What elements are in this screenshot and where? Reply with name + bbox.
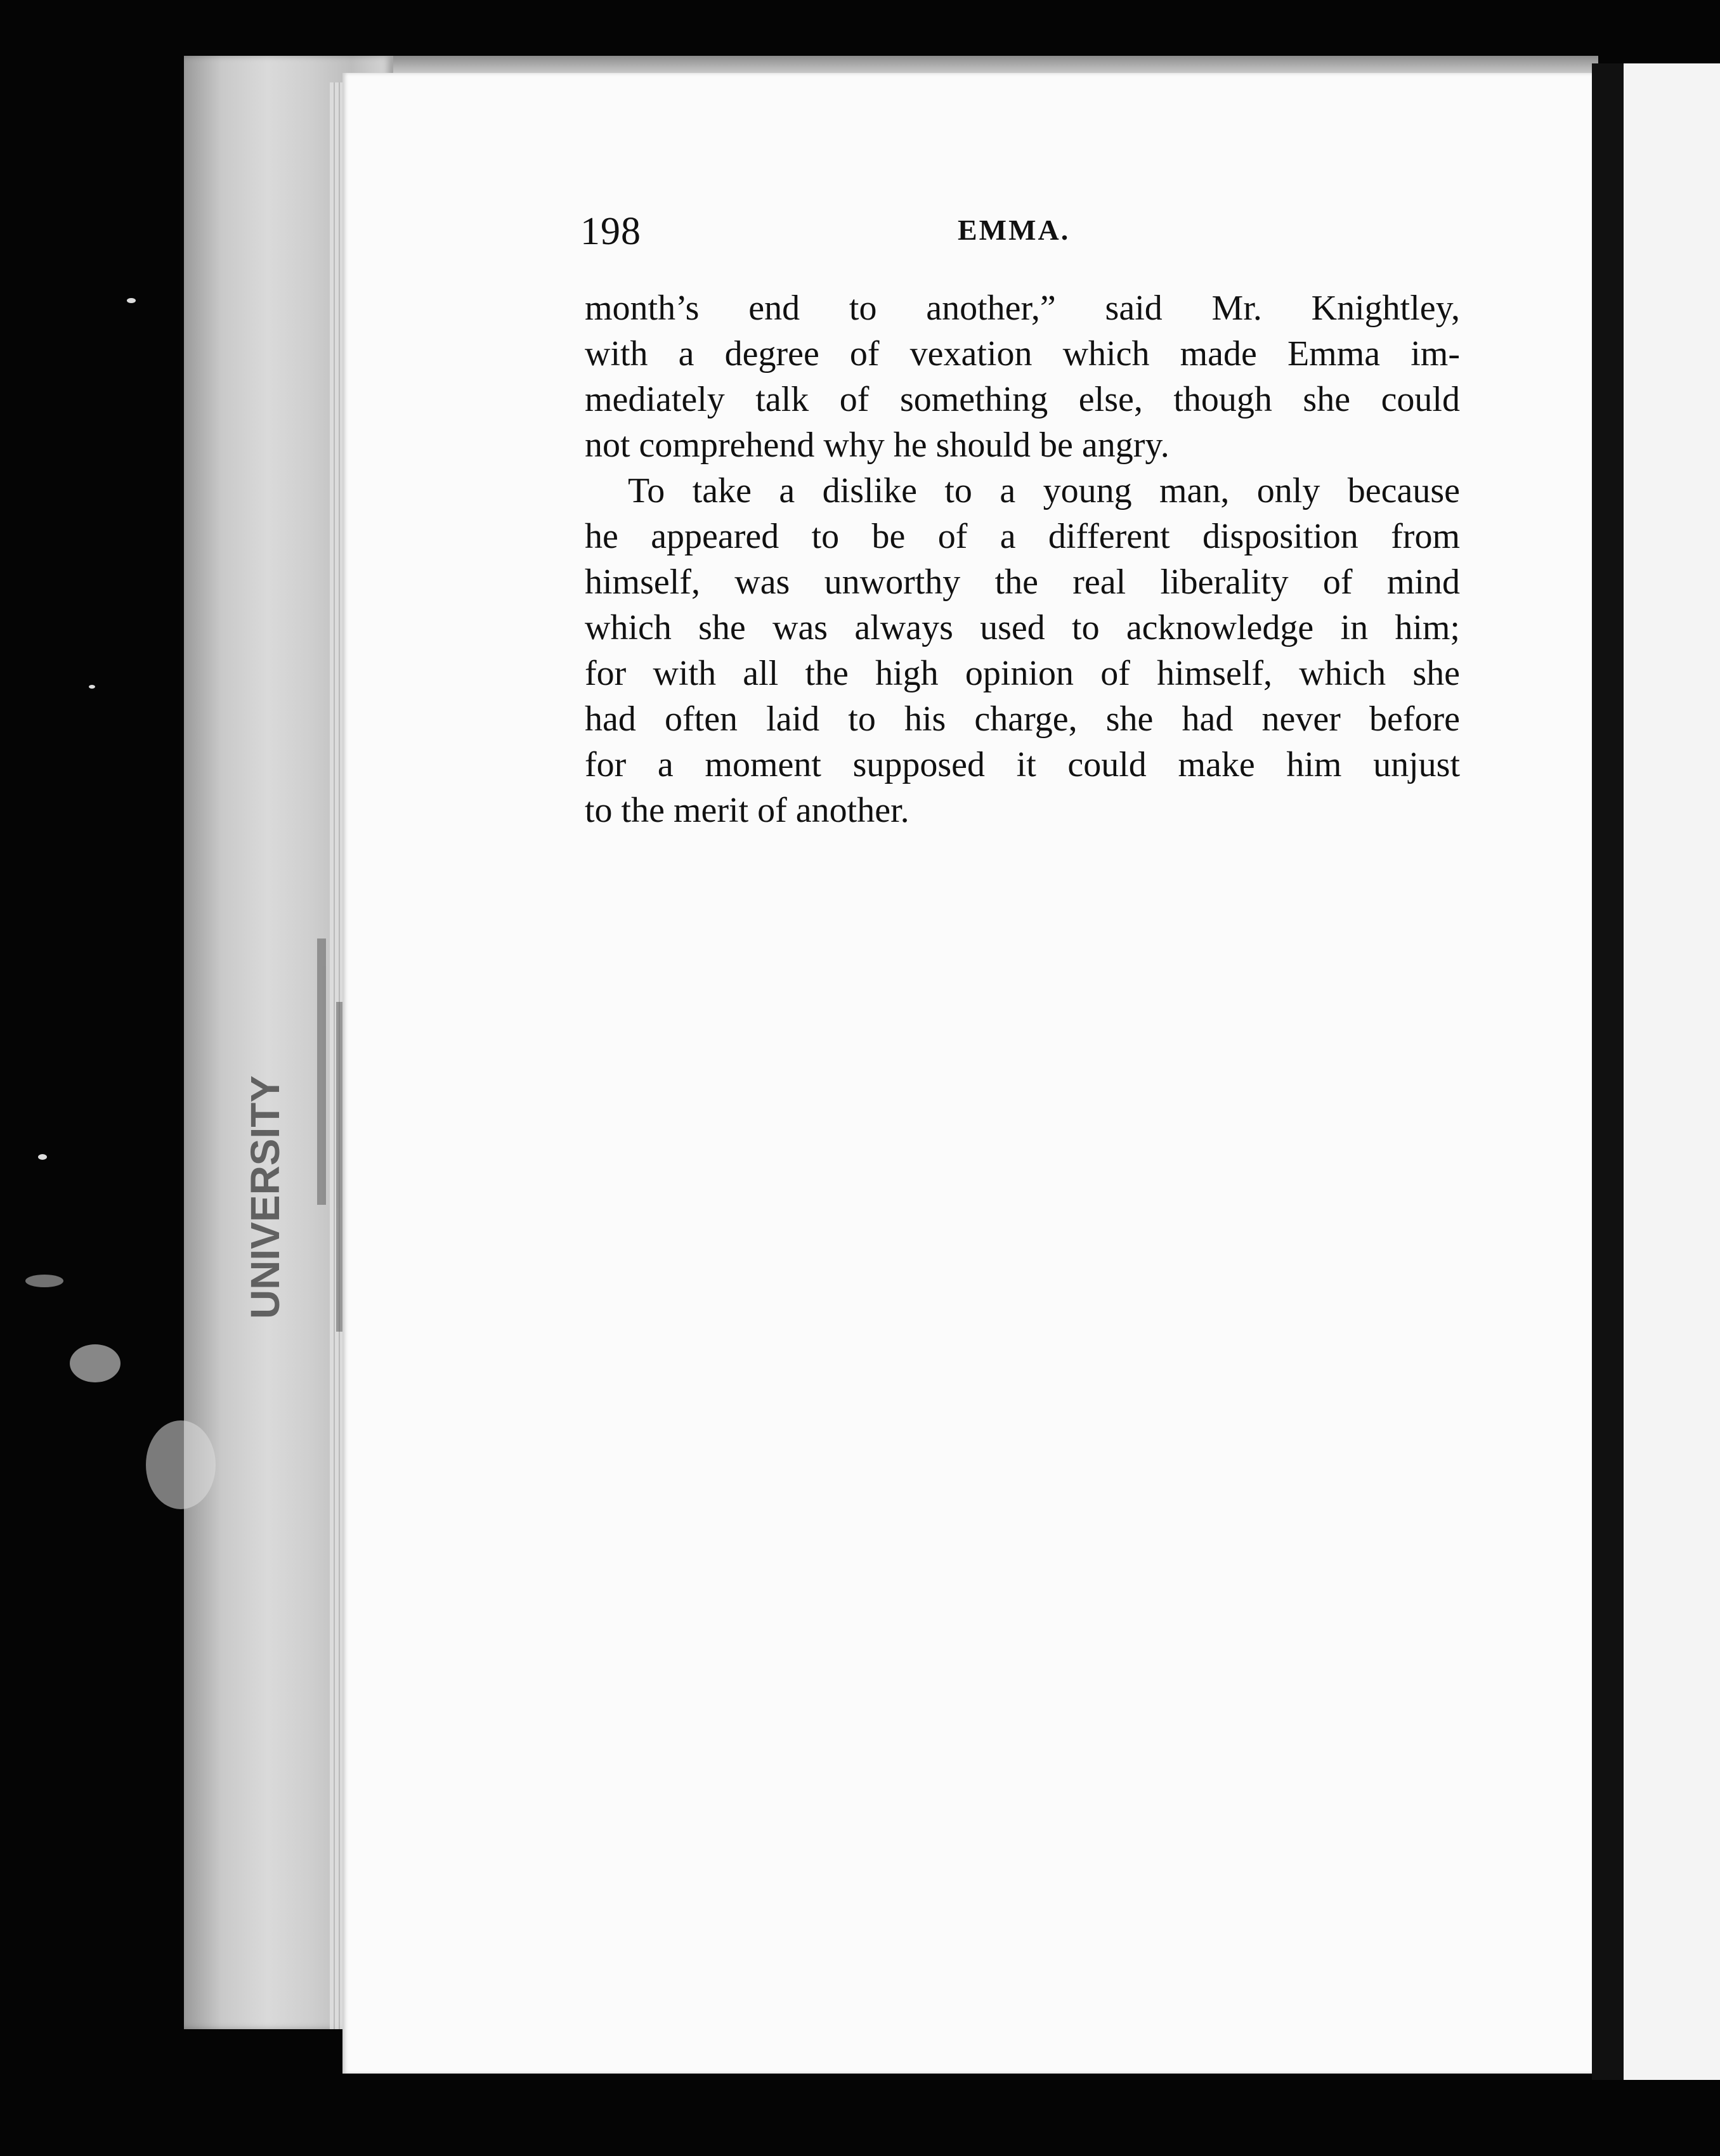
text-line: which she was always used to acknowledge in him; xyxy=(585,608,1460,647)
text-line: mediately talk of something else, though she could xyxy=(585,380,1460,419)
text-line: for a moment supposed it could make him unjust xyxy=(585,745,1460,784)
facing-page-edge xyxy=(1624,63,1720,2080)
scan-speck xyxy=(38,1154,47,1160)
text-line: with a degree of vexation which made Emma im- xyxy=(585,334,1460,373)
running-title: EMMA. xyxy=(958,214,1071,246)
text-line: for with all the high opinion of himself, which she xyxy=(585,654,1460,693)
paragraph-1 xyxy=(585,285,1460,468)
book-gutter xyxy=(1592,63,1624,2080)
text-line: month’s end to another,” said Mr. Knightley, xyxy=(585,289,1460,328)
text-line: had often laid to his charge, she had never before xyxy=(585,699,1460,739)
scan-speck xyxy=(25,1275,63,1287)
running-head xyxy=(580,209,1456,260)
library-stamp-text: UNIVERSITY xyxy=(242,1075,288,1319)
scan-speck xyxy=(70,1344,121,1382)
text-line: not comprehend why he should be angry. xyxy=(585,425,1169,465)
page-number: 198 xyxy=(580,210,641,253)
text-line: he appeared to be of a different disposition from xyxy=(585,517,1460,556)
scan-speck xyxy=(146,1420,216,1509)
scan-speck xyxy=(127,298,136,303)
body-text xyxy=(585,285,1460,833)
text-line: to the merit of another. xyxy=(585,791,909,830)
paragraph-2 xyxy=(585,468,1460,833)
scan-speck xyxy=(89,685,95,689)
text-line: himself, was unworthy the real liberality of mind xyxy=(585,562,1460,602)
text-line: To take a dislike to a young man, only because xyxy=(628,471,1460,510)
